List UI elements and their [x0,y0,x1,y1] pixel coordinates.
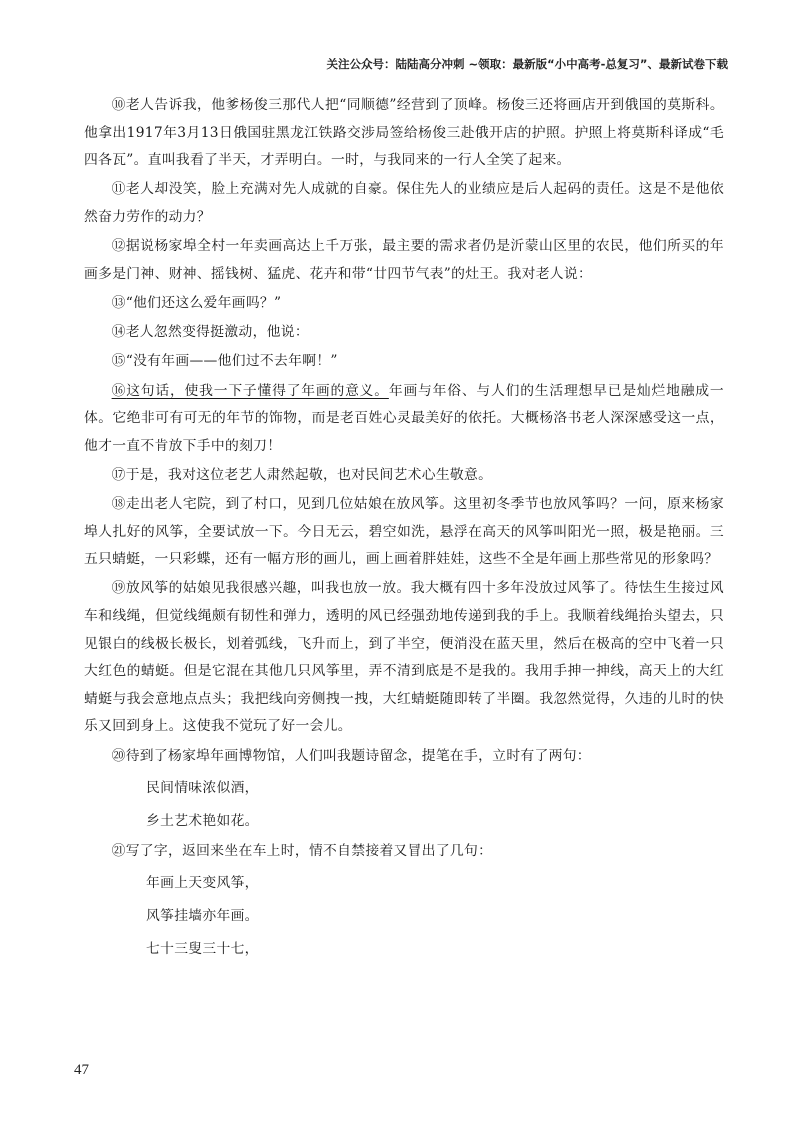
paragraph-text: 写了字，返回来坐在车上时，情不自禁接着又冒出了几句： [125,842,493,859]
poem-line: 民间情味浓似酒， [146,779,259,796]
page-number: 47 [74,1062,89,1078]
paragraph-18 [84,491,724,574]
paragraph-17 [84,462,724,490]
paragraph-10 [84,92,724,175]
article-body [84,92,724,966]
paragraph-text: 老人告诉我，他爹杨俊三那代人把“同顺德”经营到了顶峰。杨俊三还将画店开到俄国的莫斯科。他拿出1917年3月13日俄国驻黑龙江铁路交涉局签给杨俊三赴俄开店的护照。护照上将莫斯科译成“毛四各瓦”。直叫我看了半天，才弄明白。一时，与我同来的一行人全笑了起来。 [84,97,724,169]
paragraph-number: ⑮ [111,353,126,370]
paragraph-21 [84,838,724,866]
paragraph-text: “他们还这么爱年画吗？” [125,294,282,311]
paragraph-number: ⑭ [111,324,126,341]
paragraph-number: ⑲ [111,580,126,597]
paragraph-text: 老人却没笑，脸上充满对先人成就的自豪。保住先人的业绩应是后人起码的责任。这是不是他依然奋力劳作的动力？ [84,181,724,225]
paragraph-19 [84,575,724,741]
poem-line: 乡土艺术艳如花。 [146,812,259,829]
paragraph-13 [84,290,724,318]
paragraph-number: ⑪ [111,181,126,198]
paragraph-text: 待到了杨家埠年画博物馆，人们叫我题诗留念，提笔在手，立时有了两句： [125,747,591,764]
paragraph-text: 走出老人宅院，到了村口，见到几位姑娘在放风筝。这里初冬季节也放风筝吗？一问，原来杨家埠人扎好的风筝，全要试放一下。今日无云，碧空如洗，悬浮在高天的风筝叫阳光一照，极是艳丽。三五只蜻蜓，一只彩蝶，还有一幅方形的画儿，画上画着胖娃娃，这些不全是年画上那些常见的形象吗？ [84,496,724,568]
underlined-text: 这句话，使我一下子懂得了年画的意义。 [126,382,389,399]
paragraph-number: ⑫ [111,238,126,255]
paragraph-number: ⑯ [111,382,127,399]
paragraph-text: 于是，我对这位老艺人肃然起敬，也对民间艺术心生敬意。 [125,466,493,483]
paragraph-text: “没有年画——他们过不去年啊！” [125,353,338,370]
paragraph-number: ⑱ [111,496,126,513]
paragraph-number: ⑩ [111,97,126,113]
underlined-sentence [112,383,389,399]
paragraph-20 [84,743,724,771]
page-header: 关注公众号：陆陆高分冲刺 ~领取：最新版“小中高考-总复习”、最新试卷下载 [326,57,728,71]
paragraph-15 [84,348,724,376]
paragraph-number: ⑰ [111,466,126,483]
paragraph-text: 年画与年俗、与人们的生活理想早已是灿烂地融成一体。它绝非可有可无的年节的饰物，而是老百姓心灵最美好的依托。大概杨洛书老人深深感受这一点，他才一直不肯放下手中的刻刀！ [84,382,724,454]
paragraph-11 [84,176,724,231]
paragraph-12 [84,233,724,288]
poem-line: 七十三叟三十七， [146,940,259,957]
paragraph-number: ㉑ [111,842,126,859]
paragraph-text: 据说杨家埠全村一年卖画高达上千万张，最主要的需求者仍是沂蒙山区里的农民，他们所买的年画多是门神、财神、摇钱树、猛虎、花卉和带“廿四节气表”的灶王。我对老人说： [84,238,724,282]
paragraph-number: ⑳ [111,747,126,764]
paragraph-14 [84,319,724,347]
poem-line: 年画上天变风筝， [146,874,259,891]
paragraph-number: ⑬ [111,294,126,311]
paragraph-16 [84,378,724,461]
paragraph-text: 放风筝的姑娘见我很感兴趣，叫我也放一放。我大概有四十多年没放过风筝了。待怯生生接过风车和线绳，但觉线绳颇有韧性和弹力，透明的风已经强劲地传递到我的手上。我顺着线绳抬头望去，只见银白的线极长极长，划着弧线，飞升而上，到了半空，便消没在蓝天里，然后在极高的空中飞着一只大红色的蜻蜓。但是它混在其他几只风筝里，弄不清到底是不是我的。我用手抻一抻线，高天上的大红蜻蜓与我会意地点点头；我把线向旁侧拽一拽，大红蜻蜓随即转了半圈。我忽然觉得，久违的儿时的快乐又回到身上。这使我不觉玩了好一会儿。 [84,580,724,735]
poem-line: 风筝挂墙亦年画。 [146,907,259,924]
paragraph-text: 老人忽然变得挺激动，他说： [125,324,309,341]
